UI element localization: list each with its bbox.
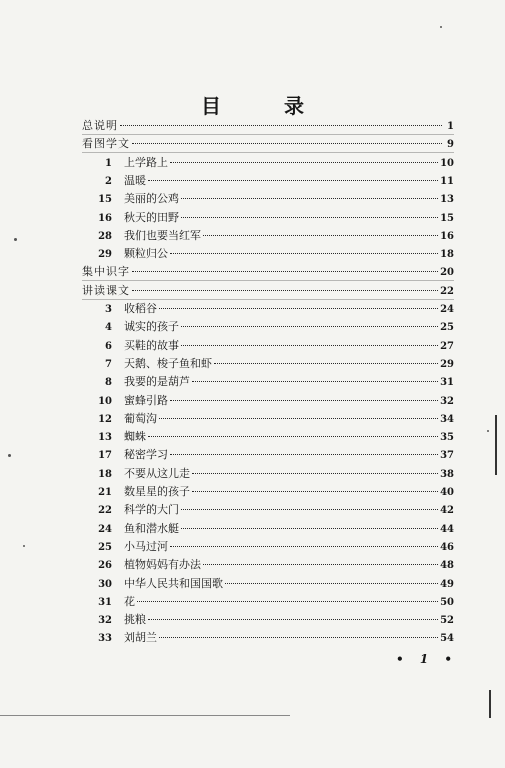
dot-leader <box>170 546 438 547</box>
entry-title: 挑粮 <box>124 613 146 627</box>
entry-page-number: 13 <box>440 194 454 206</box>
entry-title: 上学路上 <box>124 155 168 169</box>
lesson-number: 31 <box>98 596 112 608</box>
scan-speck <box>14 238 17 241</box>
toc-lesson-row <box>96 429 454 446</box>
scan-speck <box>487 430 489 432</box>
dot-leader <box>192 473 438 474</box>
toc-lesson-row <box>96 521 454 538</box>
dot-leader <box>132 290 438 291</box>
entry-title: 天鹅、梭子鱼和虾 <box>124 356 212 370</box>
lesson-number: 17 <box>98 450 112 462</box>
section-rule <box>82 299 454 300</box>
dot-leader <box>159 637 438 638</box>
section-rule <box>82 152 454 153</box>
toc-lesson-row <box>96 576 454 593</box>
toc-lesson-row <box>96 393 454 410</box>
dot-leader <box>181 509 438 510</box>
lesson-number: 24 <box>98 523 112 535</box>
toc-section-row <box>82 118 454 135</box>
entry-page-number: 31 <box>440 377 454 389</box>
toc-lesson-row <box>96 319 454 336</box>
dot-leader <box>170 454 438 455</box>
dot-leader <box>148 436 438 437</box>
entry-title: 秋天的田野 <box>124 210 179 224</box>
toc-lesson-row <box>96 301 454 318</box>
toc-section-row <box>82 136 454 153</box>
dot-leader <box>181 345 438 346</box>
entry-title: 花 <box>124 594 135 608</box>
entry-page-number: 29 <box>440 358 454 370</box>
entry-title: 我要的是葫芦 <box>124 375 190 389</box>
toc-lesson-row <box>96 447 454 464</box>
dot-leader <box>181 528 438 529</box>
entry-title: 科学的大门 <box>124 503 179 517</box>
scan-speck <box>440 26 442 28</box>
entry-title: 小马过河 <box>124 539 168 553</box>
toc-lesson-row <box>96 228 454 245</box>
toc-lesson-row <box>96 557 454 574</box>
dot-leader <box>132 271 438 272</box>
entry-title: 总说明 <box>82 119 118 132</box>
entry-page-number: 10 <box>440 157 454 169</box>
entry-title: 不要从这儿走 <box>124 466 190 480</box>
dot-leader <box>170 253 438 254</box>
entry-title: 收稻谷 <box>124 302 157 315</box>
dot-leader <box>120 125 442 126</box>
lesson-number: 13 <box>98 432 112 444</box>
scan-edge-mark <box>489 690 491 718</box>
page-title: 目 录 <box>201 94 332 118</box>
dot-leader <box>132 143 442 144</box>
lesson-number: 1 <box>105 157 112 169</box>
dot-leader <box>214 363 438 364</box>
entry-title: 刘胡兰 <box>124 631 157 645</box>
dot-leader <box>170 400 438 401</box>
section-rule <box>82 280 454 281</box>
lesson-number: 12 <box>98 413 112 425</box>
entry-title: 买鞋的故事 <box>124 338 179 352</box>
entry-title: 讲读课文 <box>82 283 130 297</box>
entry-page-number: 44 <box>440 523 454 535</box>
toc-lesson-row <box>96 356 454 373</box>
lesson-number: 21 <box>98 487 112 498</box>
lesson-number: 16 <box>98 212 112 224</box>
dot-leader <box>181 326 438 327</box>
toc-section-row <box>82 264 454 281</box>
lesson-number: 29 <box>98 249 112 261</box>
toc-lesson-row <box>96 210 454 227</box>
entry-page-number: 22 <box>440 285 454 297</box>
page-number: • 1 • <box>396 652 459 666</box>
lesson-number: 22 <box>98 505 112 517</box>
lesson-number: 33 <box>98 633 112 645</box>
entry-page-number: 24 <box>440 304 454 315</box>
lesson-number: 6 <box>105 340 112 352</box>
lesson-number: 28 <box>98 230 112 242</box>
lesson-number: 26 <box>98 560 112 572</box>
entry-page-number: 37 <box>440 450 454 462</box>
lesson-number: 10 <box>98 395 112 407</box>
toc-lesson-row <box>96 612 454 629</box>
entry-page-number: 34 <box>440 413 454 425</box>
lesson-number: 7 <box>105 358 112 370</box>
dot-leader <box>225 583 438 584</box>
entry-title: 集中识字 <box>82 265 130 279</box>
toc-lesson-row <box>96 191 454 208</box>
lesson-number: 2 <box>105 175 112 187</box>
entry-title: 中华人民共和国国歌 <box>124 576 223 590</box>
entry-page-number: 38 <box>440 468 454 480</box>
entry-page-number: 15 <box>440 212 454 224</box>
scan-bottom-line <box>0 715 290 716</box>
lesson-number: 3 <box>105 304 112 315</box>
toc-lesson-row <box>96 411 454 428</box>
entry-page-number: 46 <box>440 541 454 553</box>
dot-leader <box>170 162 438 163</box>
lesson-number: 32 <box>98 615 112 627</box>
lesson-number: 8 <box>105 377 112 389</box>
dot-leader <box>137 601 438 602</box>
entry-title: 蜜蜂引路 <box>124 393 168 407</box>
dot-leader <box>192 491 438 492</box>
scan-edge-mark <box>495 415 497 475</box>
entry-page-number: 42 <box>440 505 454 517</box>
entry-title: 秘密学习 <box>124 448 168 462</box>
lesson-number: 30 <box>98 578 112 590</box>
entry-page-number: 16 <box>440 230 454 242</box>
entry-page-number: 20 <box>440 267 454 279</box>
entry-title: 葡萄沟 <box>124 411 157 425</box>
entry-page-number: 49 <box>440 578 454 590</box>
entry-page-number: 25 <box>440 322 454 334</box>
dot-leader <box>159 308 438 309</box>
entry-title: 蜘蛛 <box>124 430 146 444</box>
toc-lesson-row <box>96 466 454 483</box>
entry-page-number: 52 <box>440 615 454 627</box>
lesson-number: 18 <box>98 468 112 480</box>
section-rule <box>82 134 454 135</box>
entry-title: 数星星的孩子 <box>124 485 190 498</box>
entry-page-number: 40 <box>440 487 454 498</box>
scan-speck <box>8 454 11 457</box>
toc-lesson-row <box>96 173 454 190</box>
toc-lesson-row <box>96 594 454 611</box>
scan-speck <box>23 545 25 547</box>
toc-lesson-row <box>96 338 454 355</box>
dot-leader <box>181 217 438 218</box>
entry-page-number: 50 <box>440 596 454 608</box>
dot-leader <box>148 180 438 181</box>
entry-page-number: 32 <box>440 395 454 407</box>
toc-section-row <box>82 283 454 300</box>
entry-title: 诚实的孩子 <box>124 320 179 334</box>
lesson-number: 25 <box>98 541 112 553</box>
dot-leader <box>148 619 438 620</box>
entry-page-number: 1 <box>447 121 454 132</box>
toc-lesson-row <box>96 246 454 263</box>
lesson-number: 15 <box>98 194 112 206</box>
entry-page-number: 35 <box>440 432 454 444</box>
entry-title: 我们也要当红军 <box>124 228 201 242</box>
toc-lesson-row <box>96 539 454 556</box>
entry-title: 看图学文 <box>82 137 130 151</box>
entry-page-number: 54 <box>440 633 454 645</box>
entry-page-number: 11 <box>440 175 454 187</box>
entry-page-number: 27 <box>440 340 454 352</box>
lesson-number: 4 <box>105 322 112 334</box>
toc-lesson-row <box>96 374 454 391</box>
entry-title: 温暖 <box>124 173 146 187</box>
toc-lesson-row <box>96 502 454 519</box>
toc-lesson-row <box>96 630 454 647</box>
dot-leader <box>181 198 438 199</box>
entry-page-number: 48 <box>440 560 454 572</box>
entry-title: 植物妈妈有办法 <box>124 558 201 572</box>
dot-leader <box>159 418 438 419</box>
dot-leader <box>203 564 438 565</box>
toc-lesson-row <box>96 155 454 172</box>
dot-leader <box>192 381 438 382</box>
entry-page-number: 9 <box>447 139 454 151</box>
dot-leader <box>203 235 438 236</box>
entry-page-number: 18 <box>440 249 454 261</box>
entry-title: 颗粒归公 <box>124 247 168 261</box>
toc-lesson-row <box>96 484 454 501</box>
entry-title: 鱼和潜水艇 <box>124 521 179 535</box>
entry-title: 美丽的公鸡 <box>124 192 179 206</box>
